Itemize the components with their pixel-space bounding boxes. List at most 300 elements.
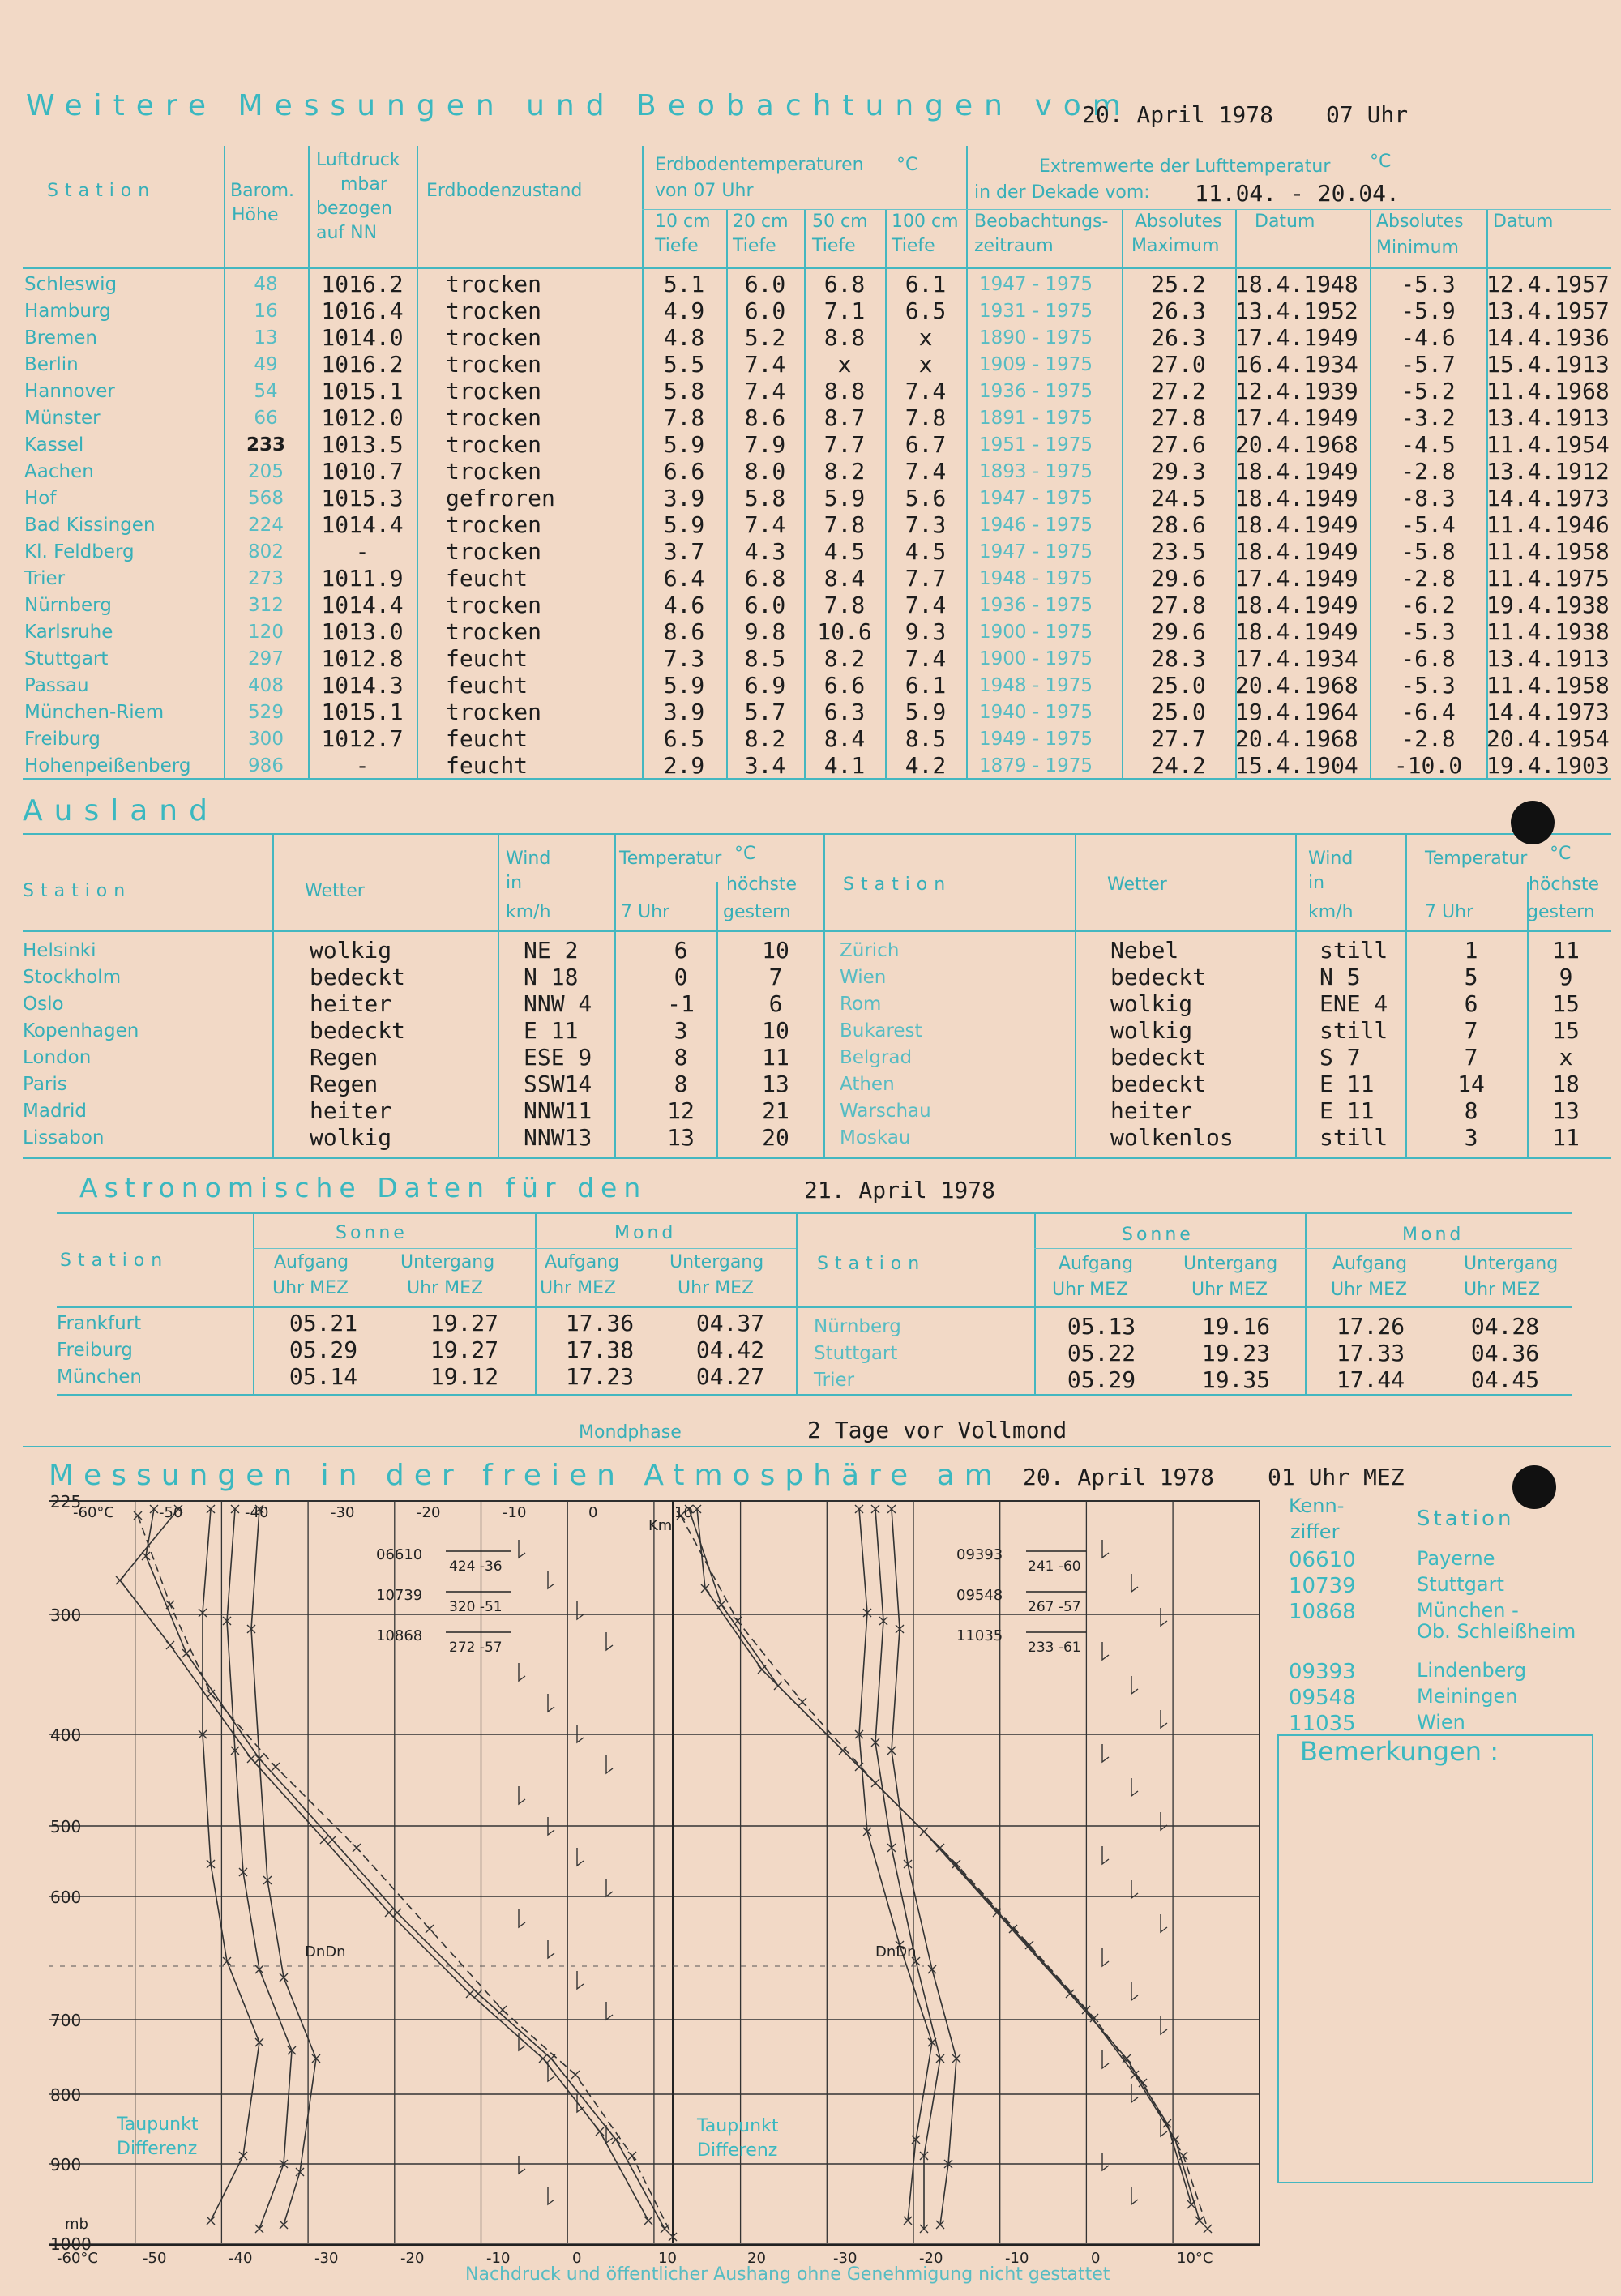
sounding-curve <box>689 1509 1200 2221</box>
sounding-point <box>328 1836 336 1844</box>
barom-hoehe: 13 <box>254 327 278 348</box>
beobachtungszeitraum: 1936 - 1975 <box>979 380 1093 402</box>
dekade-label: in der Dekade vom: <box>974 182 1150 203</box>
temp-tick-label: 0 <box>572 2250 582 2267</box>
max-datum: 18.4.1949 <box>1235 511 1358 538</box>
max-datum: 17.4.1949 <box>1235 324 1358 351</box>
sounding-curve <box>697 1509 1191 2204</box>
table-row <box>24 485 1611 511</box>
sounding-point <box>644 2217 652 2225</box>
abs-minimum: -5.9 <box>1401 297 1456 324</box>
station-name: Stuttgart <box>24 648 109 669</box>
station-name: Lissabon <box>23 1127 105 1148</box>
erdbodenzustand: feucht <box>446 752 528 779</box>
erdbodenzustand: gefroren <box>446 485 555 511</box>
sounding-point <box>1195 2217 1204 2225</box>
wetter: Regen <box>310 1071 379 1097</box>
temp-20cm: 7.4 <box>744 351 786 378</box>
sonne-untergang: 19.23 <box>1201 1340 1271 1366</box>
station-name: Bad Kissingen <box>24 514 156 536</box>
table-row <box>24 378 1611 404</box>
temp-tick-label: -10 <box>486 2250 511 2267</box>
table-row <box>840 1097 1611 1124</box>
astro-uhr-mez: Uhr MEZ <box>540 1278 617 1298</box>
sonne-aufgang: 05.29 <box>1067 1366 1136 1393</box>
divider <box>57 1394 1572 1396</box>
table-row <box>24 297 1611 324</box>
wind: still <box>1319 937 1388 964</box>
wind: E 11 <box>1319 1097 1375 1124</box>
barom-hoehe: 297 <box>248 648 284 669</box>
ausland-col-wind-1: Wind <box>506 849 551 869</box>
wind-barb <box>606 1879 613 1896</box>
temp-7uhr: 14 <box>1457 1071 1485 1097</box>
temp-tick-label: 0 <box>1091 2250 1101 2267</box>
table-row <box>23 990 822 1017</box>
erdbodenzustand: trocken <box>446 458 542 485</box>
astro-aufgang: Aufgang <box>1332 1254 1408 1274</box>
astro-untergang: Untergang <box>1183 1254 1278 1274</box>
abs-maximum: 28.6 <box>1151 511 1206 538</box>
col-hoehe-header: Höhe <box>232 205 279 225</box>
abs-minimum: -5.3 <box>1401 271 1456 297</box>
legend-kenn-1: Kenn- <box>1289 1494 1345 1517</box>
tropo-code: 09548 <box>956 1587 1003 1604</box>
depth-20-header: 20 cm <box>733 212 789 232</box>
ausland-col-temp-unit: °C <box>734 844 756 864</box>
wind-barb <box>577 1848 584 1866</box>
sounding-point <box>596 2127 604 2136</box>
temp-7uhr: 8 <box>1464 1097 1478 1124</box>
min-datum: 15.4.1913 <box>1486 351 1610 378</box>
tiefe-label: Tiefe <box>655 236 699 256</box>
temp-7uhr: 6 <box>1464 990 1478 1017</box>
ausland-col-wetter: Wetter <box>305 881 365 901</box>
erdbodenzustand: feucht <box>446 672 528 699</box>
wind-barb <box>1102 1948 1109 1966</box>
dndn-label: DnDn <box>305 1943 346 1960</box>
tropo-code: 09393 <box>956 1546 1003 1563</box>
legend-code: 06610 <box>1289 1548 1356 1572</box>
wind: N 5 <box>1319 964 1361 990</box>
depth-50-header: 50 cm <box>812 212 868 232</box>
barom-hoehe: 233 <box>246 434 285 455</box>
temp-10cm: 4.8 <box>663 324 705 351</box>
col-extrem-unit: °C <box>1370 152 1392 172</box>
luftdruck: 1014.4 <box>321 592 404 618</box>
wind: E 11 <box>524 1017 579 1044</box>
station-name: Warschau <box>840 1100 931 1122</box>
barom-hoehe: 986 <box>248 755 284 776</box>
erdbodenzustand: trocken <box>446 404 542 431</box>
temp-100cm: 9.3 <box>905 618 947 645</box>
astro-uhr-mez: Uhr MEZ <box>407 1278 484 1298</box>
divider <box>23 1157 1611 1159</box>
depth-10-header: 10 cm <box>655 212 711 232</box>
astro-untergang: Untergang <box>400 1252 495 1272</box>
wind-barb <box>548 1940 554 1958</box>
legend-station-name: Lindenberg <box>1417 1659 1527 1682</box>
ausland-col-wind-3: km/h <box>1308 902 1354 922</box>
table-row <box>24 565 1611 592</box>
temp-hoechste: 11 <box>1552 937 1580 964</box>
astro-mond-header: Mond <box>614 1223 677 1243</box>
ausland-col-temp: Temperatur <box>619 849 722 869</box>
sonne-untergang: 19.27 <box>430 1310 499 1336</box>
beobachtungszeitraum: 1900 - 1975 <box>979 648 1093 669</box>
temp-10cm: 3.9 <box>663 485 705 511</box>
pressure-tick-label: 800 <box>50 2085 82 2105</box>
temp-100cm: 6.1 <box>905 271 947 297</box>
divider <box>57 1212 1572 1214</box>
temp-100cm: 4.2 <box>905 752 947 779</box>
wetter: Regen <box>310 1044 379 1071</box>
min-datum: 11.4.1954 <box>1486 431 1610 458</box>
temp-tick-label: -30 <box>314 2250 339 2267</box>
temp-50cm: 10.6 <box>817 618 872 645</box>
max-datum: 18.4.1948 <box>1235 271 1358 297</box>
max-datum: 20.4.1968 <box>1235 431 1358 458</box>
temp-20cm: 9.8 <box>744 618 786 645</box>
header-time: 07 Uhr <box>1326 101 1409 128</box>
wind: E 11 <box>1319 1071 1375 1097</box>
beobachtungszeitraum: 1948 - 1975 <box>979 674 1093 696</box>
beobachtungszeitraum: 1940 - 1975 <box>979 701 1093 723</box>
astro-date: 21. April 1978 <box>804 1177 996 1204</box>
temp-10cm: 5.5 <box>663 351 705 378</box>
tiefe-label: Tiefe <box>812 236 856 256</box>
punch-hole <box>1512 1465 1556 1509</box>
temp-hoechste: 13 <box>762 1071 789 1097</box>
wind-barb <box>1102 1642 1109 1660</box>
tropo-code: 11035 <box>956 1627 1003 1644</box>
col-erdbodentemp-sub: von 07 Uhr <box>655 181 754 201</box>
max-datum: 16.4.1934 <box>1235 351 1358 378</box>
max-datum: 19.4.1964 <box>1235 699 1358 725</box>
tropo-value: 320 -51 <box>449 1599 503 1615</box>
station-name: London <box>23 1046 92 1068</box>
atmo-date: 20. April 1978 <box>1023 1464 1215 1490</box>
beobachtungszeitraum: 1947 - 1975 <box>979 487 1093 509</box>
temp-tick-label: -10 <box>503 1504 527 1521</box>
max-datum: 17.4.1934 <box>1235 645 1358 672</box>
temp-20cm: 8.6 <box>744 404 786 431</box>
temp-20cm: 6.9 <box>744 672 786 699</box>
divider <box>642 209 1611 210</box>
abs-minimum: -5.3 <box>1401 672 1456 699</box>
ausland-col-temp-unit: °C <box>1550 844 1572 864</box>
temp-7uhr: 7 <box>1464 1044 1478 1071</box>
min-datum: 11.4.1968 <box>1486 378 1610 404</box>
temp-20cm: 6.0 <box>744 271 786 297</box>
temp-20cm: 6.8 <box>744 565 786 592</box>
abs-maximum: 25.0 <box>1151 699 1206 725</box>
erdbodenzustand: trocken <box>446 271 542 297</box>
max-datum: 18.4.1949 <box>1235 485 1358 511</box>
station-name: Oslo <box>23 993 64 1015</box>
luftdruck: 1016.2 <box>321 271 404 297</box>
table-row <box>840 1071 1611 1097</box>
divider <box>23 267 1611 269</box>
legend-station-name: Meiningen <box>1417 1685 1518 1708</box>
min-datum: 13.4.1913 <box>1486 404 1610 431</box>
mb-label: mb <box>65 2216 88 2233</box>
temp-20cm: 8.0 <box>744 458 786 485</box>
sounding-point <box>717 1601 725 1609</box>
erdbodenzustand: feucht <box>446 645 528 672</box>
abs-minimum: -5.2 <box>1401 378 1456 404</box>
temp-tick-label: -60°C <box>73 1504 114 1521</box>
astro-uhr-mez: Uhr MEZ <box>1331 1280 1408 1300</box>
mond-untergang: 04.36 <box>1470 1340 1540 1366</box>
table-row <box>840 1044 1611 1071</box>
wetter: wolkig <box>1110 990 1193 1017</box>
taupunkt-label: Taupunkt <box>117 2114 199 2135</box>
min-datum: 13.4.1912 <box>1486 458 1610 485</box>
temp-tick-label: -40 <box>229 2250 253 2267</box>
astro-left-table <box>57 1310 796 1390</box>
temp-100cm: 6.7 <box>905 431 947 458</box>
luftdruck: 1014.4 <box>321 511 404 538</box>
sounding-point <box>498 2006 507 2014</box>
table-row <box>57 1310 796 1336</box>
temp-20cm: 5.7 <box>744 699 786 725</box>
temp-50cm: 5.9 <box>823 485 866 511</box>
sounding-point <box>871 1779 879 1787</box>
temp-10cm: 5.1 <box>663 271 705 297</box>
temp-100cm: 8.5 <box>905 725 947 752</box>
tropo-code: 10868 <box>376 1627 423 1644</box>
abs-maximum: 23.5 <box>1151 538 1206 565</box>
temp-20cm: 8.2 <box>744 725 786 752</box>
sounding-curve <box>251 1509 316 2225</box>
header-date: 20. April 1978 <box>1082 101 1274 128</box>
erdbodenzustand: feucht <box>446 565 528 592</box>
wind-barb <box>519 2156 525 2174</box>
temp-tick-label: 0 <box>588 1504 598 1521</box>
temp-10cm: 5.9 <box>663 672 705 699</box>
temp-20cm: 7.9 <box>744 431 786 458</box>
table-row <box>24 404 1611 431</box>
erdbodenzustand: trocken <box>446 699 542 725</box>
wind: NNW 4 <box>524 990 592 1017</box>
temp-tick-label: -60°C <box>57 2250 98 2267</box>
wind: still <box>1319 1017 1388 1044</box>
min-datum: 11.4.1975 <box>1486 565 1610 592</box>
ausland-col-wind-1: Wind <box>1308 849 1354 869</box>
station-name: Hohenpeißenberg <box>24 755 191 776</box>
atmo-title: Messungen in der freien Atmosphäre am <box>49 1459 1003 1492</box>
bemerkungen-box <box>1277 1734 1593 2183</box>
temp-50cm: 6.3 <box>823 699 866 725</box>
divider <box>823 835 825 1157</box>
astro-mond-header: Mond <box>1402 1225 1465 1245</box>
wind-barb <box>519 1663 525 1681</box>
beobachtungszeitraum: 1909 - 1975 <box>979 353 1093 375</box>
col-absmin-header-1: Absolutes <box>1376 212 1464 232</box>
temp-hoechste: 15 <box>1552 1017 1580 1044</box>
col-datum-header: Datum <box>1255 212 1315 232</box>
abs-maximum: 26.3 <box>1151 324 1206 351</box>
abs-maximum: 24.5 <box>1151 485 1206 511</box>
temp-50cm: 7.8 <box>823 592 866 618</box>
abs-maximum: 27.2 <box>1151 378 1206 404</box>
sonne-untergang: 19.16 <box>1201 1313 1271 1340</box>
temp-tick-label: -50 <box>159 1504 183 1521</box>
sonne-untergang: 19.27 <box>430 1336 499 1363</box>
temp-hoechste: 20 <box>762 1124 789 1151</box>
table-row <box>23 1044 822 1071</box>
wetter: bedeckt <box>310 964 406 990</box>
max-datum: 18.4.1949 <box>1235 538 1358 565</box>
legend-station-name: München - Ob. Schleißheim <box>1417 1599 1576 1643</box>
station-name: Kopenhagen <box>23 1020 139 1041</box>
wetter: bedeckt <box>1110 964 1207 990</box>
beobachtungszeitraum: 1947 - 1975 <box>979 273 1093 295</box>
wind-barb <box>606 1632 613 1650</box>
astro-uhr-mez: Uhr MEZ <box>1464 1280 1541 1300</box>
erdbodenzustand: trocken <box>446 297 542 324</box>
temp-tick-label: 10°C <box>1177 2250 1213 2267</box>
erdbodenzustand: trocken <box>446 351 542 378</box>
temp-100cm: 6.1 <box>905 672 947 699</box>
taupunkt-label: Taupunkt <box>697 2116 779 2136</box>
wind: still <box>1319 1124 1388 1151</box>
abs-minimum: -5.3 <box>1401 618 1456 645</box>
table-row <box>840 964 1611 990</box>
abs-maximum: 28.3 <box>1151 645 1206 672</box>
abs-maximum: 27.8 <box>1151 592 1206 618</box>
abs-minimum: -5.7 <box>1401 351 1456 378</box>
mond-aufgang: 17.33 <box>1336 1340 1405 1366</box>
wind-barb <box>606 2002 613 2020</box>
wetter: wolkig <box>1110 1017 1193 1044</box>
temp-10cm: 5.9 <box>663 511 705 538</box>
wetter: Nebel <box>1110 937 1179 964</box>
sounding-point <box>426 1925 434 1933</box>
abs-maximum: 29.6 <box>1151 565 1206 592</box>
divider <box>23 1446 1611 1447</box>
wind-barb <box>1161 1812 1167 1830</box>
mond-untergang: 04.27 <box>695 1363 765 1390</box>
legend-kenn-2: ziffer <box>1290 1520 1340 1543</box>
page-title: Weitere Messungen und Beobachtungen vom <box>26 89 1132 122</box>
temp-20cm: 3.4 <box>744 752 786 779</box>
astro-uhr-mez: Uhr MEZ <box>272 1278 349 1298</box>
wind: ENE 4 <box>1319 990 1388 1017</box>
table-row <box>24 538 1611 565</box>
luftdruck: 1013.5 <box>321 431 404 458</box>
station-name: Passau <box>24 674 89 696</box>
barom-hoehe: 529 <box>248 701 284 723</box>
ausland-col-hoechste-2: gestern <box>1527 902 1595 922</box>
table-row <box>24 618 1611 645</box>
temp-10cm: 7.8 <box>663 404 705 431</box>
temp-10cm: 2.9 <box>663 752 705 779</box>
tropo-value: 241 -60 <box>1028 1558 1081 1575</box>
abs-minimum: -6.4 <box>1401 699 1456 725</box>
temp-hoechste: 13 <box>1552 1097 1580 1124</box>
dndn-label: DnDn <box>875 1943 917 1960</box>
temp-7uhr: 8 <box>674 1071 688 1097</box>
diagram-curves <box>116 1505 1212 2241</box>
temp-tick-label: 10 <box>674 1504 693 1521</box>
ausland-col-wind-2: in <box>506 873 523 893</box>
col-station-header: Station <box>47 181 156 201</box>
mond-aufgang: 17.36 <box>565 1310 635 1336</box>
temp-tick-label: -20 <box>919 2250 943 2267</box>
barom-hoehe: 568 <box>248 487 284 509</box>
table-row <box>23 1017 822 1044</box>
pressure-tick-label: 225 <box>50 1492 82 1511</box>
mondphase-label: Mondphase <box>579 1422 682 1443</box>
table-row <box>24 458 1611 485</box>
max-datum: 15.4.1904 <box>1235 752 1358 779</box>
temp-20cm: 4.3 <box>744 538 786 565</box>
legend-station-name: Payerne <box>1417 1547 1495 1570</box>
abs-minimum: -4.5 <box>1401 431 1456 458</box>
temp-tick-label: -30 <box>833 2250 858 2267</box>
legend-code: 11035 <box>1289 1712 1356 1736</box>
sounding-point <box>166 1601 174 1609</box>
abs-maximum: 29.6 <box>1151 618 1206 645</box>
col-extrem-header: Extremwerte der Lufttemperatur <box>1039 156 1331 177</box>
temp-50cm: 4.1 <box>823 752 866 779</box>
wind: N 18 <box>524 964 579 990</box>
wind-barb <box>548 1694 554 1712</box>
temp-10cm: 5.9 <box>663 431 705 458</box>
temp-20cm: 6.0 <box>744 592 786 618</box>
sounding-curve <box>138 1516 673 2237</box>
mond-untergang: 04.37 <box>695 1310 765 1336</box>
temp-hoechste: 10 <box>762 937 789 964</box>
temp-50cm: 8.4 <box>823 565 866 592</box>
astro-uhr-mez: Uhr MEZ <box>1191 1280 1268 1300</box>
wind-barb <box>1131 1880 1138 1898</box>
col-luftdruck-header-3: bezogen <box>316 199 392 219</box>
astro-untergang: Untergang <box>669 1252 764 1272</box>
astro-uhr-mez: Uhr MEZ <box>1052 1280 1129 1300</box>
luftdruck: 1011.9 <box>321 565 404 592</box>
sounding-point <box>466 1990 474 1998</box>
divider <box>253 1248 796 1249</box>
station-name: Berlin <box>24 353 79 375</box>
col-luftdruck-header-4: auf NN <box>316 223 378 243</box>
pressure-tick-label: 400 <box>50 1725 82 1745</box>
table-row <box>23 1124 822 1151</box>
beobachtungszeitraum: 1949 - 1975 <box>979 728 1093 750</box>
station-name: Bremen <box>24 327 98 348</box>
temp-20cm: 7.4 <box>744 378 786 404</box>
luftdruck: 1016.4 <box>321 297 404 324</box>
temp-100cm: 7.8 <box>905 404 947 431</box>
max-datum: 20.4.1968 <box>1235 672 1358 699</box>
station-name: München-Riem <box>24 701 165 723</box>
astro-uhr-mez: Uhr MEZ <box>678 1278 755 1298</box>
station-name: Hannover <box>24 380 115 402</box>
ausland-left-table <box>23 937 822 1151</box>
legend-station-name: Wien <box>1417 1711 1465 1734</box>
min-datum: 11.4.1958 <box>1486 672 1610 699</box>
sonne-aufgang: 05.22 <box>1067 1340 1136 1366</box>
temp-10cm: 4.6 <box>663 592 705 618</box>
wind-barb <box>1131 2084 1138 2102</box>
mondphase-value: 2 Tage vor Vollmond <box>807 1417 1067 1443</box>
erdbodenzustand: trocken <box>446 431 542 458</box>
erdbodenzustand: feucht <box>446 725 528 752</box>
sounding-point <box>247 1755 255 1763</box>
station-name: Trier <box>24 567 66 589</box>
